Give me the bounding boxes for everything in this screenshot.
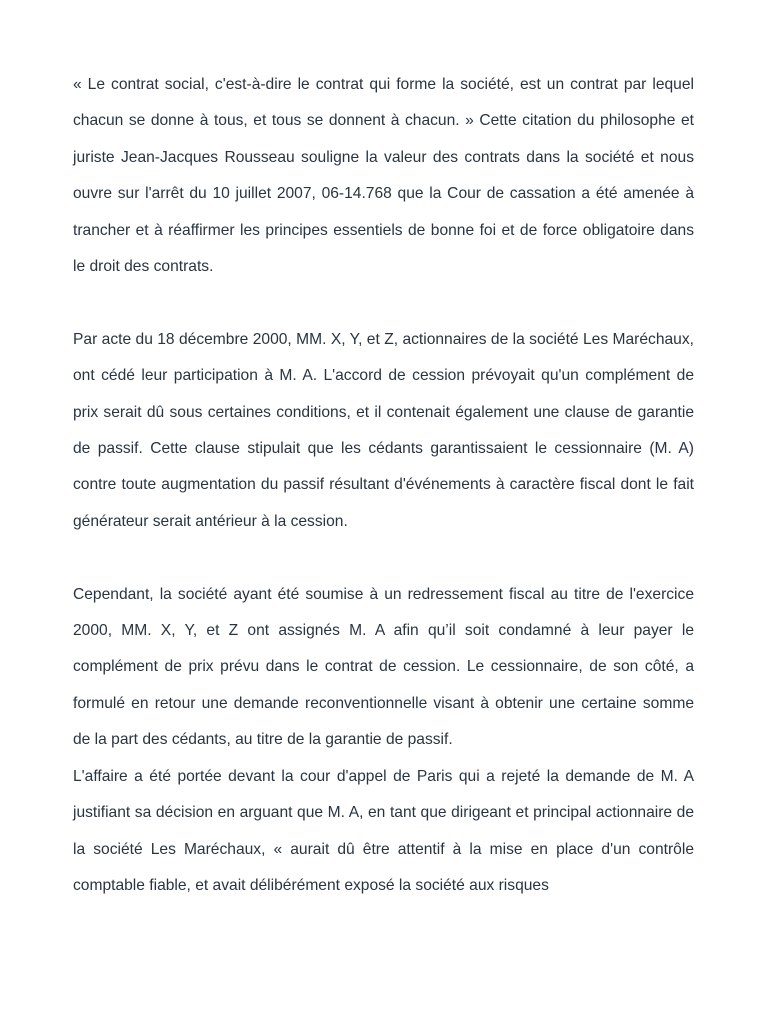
paragraph-spacer [73, 540, 694, 576]
paragraph-intro: « Le contrat social, c'est-à-dire le contrat qui forme la société, est un contrat par lequel chacun se donne à tous, et tous se donnent à chacun. » Cette citation du philosophe et juriste Jean-Jacques Rousseau souligne la valeur des contrats dans la société et nous ouvre sur l'arrêt du 10 juillet 2007, 06-14.768 que la Cour de cassation a été amenée à trancher et à réaffirmer les principes essentiels de bonne foi et de force obligatoire dans le droit des contrats. [73, 76, 694, 276]
paragraph-spacer [73, 285, 694, 321]
paragraph-appeal: L'affaire a été portée devant la cour d'appel de Paris qui a rejeté la demande de M. A justifiant sa décision en arguant que M. A, en tant que dirigeant et principal actionnaire de la société Les Maréchaux, « aurait dû être attentif à la mise en place d'un contrôle comptable fiable, et avait délibérément exposé la société aux risques [73, 767, 694, 894]
document-body [73, 67, 694, 904]
paragraph-procedure: Cependant, la société ayant été soumise à un redressement fiscal au titre de l'exercice 2000, MM. X, Y, et Z ont assignés M. A afin qu’il soit condamné à leur payer le complément de prix prévu dans le contrat de cession. Le cessionnaire, de son côté, a formulé en retour une demande reconventionnelle visant à obtenir une certaine somme de la part des cédants, au titre de la garantie de passif. [73, 585, 694, 749]
paragraph-facts: Par acte du 18 décembre 2000, MM. X, Y, et Z, actionnaires de la société Les Maréchaux, ont cédé leur participation à M. A. L'accord de cession prévoyait qu'un complément de prix serait dû sous certaines conditions, et il contenait également une clause de garantie de passif. Cette clause stipulait que les cédants garantissaient le cessionnaire (M. A) contre toute augmentation du passif résultant d'événements à caractère fiscal dont le fait générateur serait antérieur à la cession. [73, 330, 694, 530]
